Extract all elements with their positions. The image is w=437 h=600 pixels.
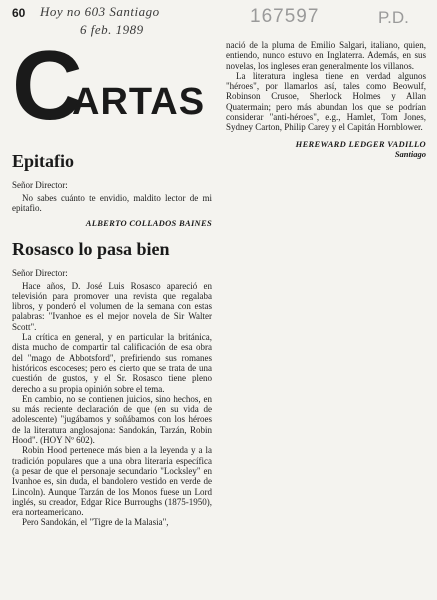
masthead-rest: ARTAS bbox=[72, 81, 206, 123]
masthead-initial: C bbox=[12, 30, 83, 140]
letter2-signature: HEREWARD LEDGER VADILLO bbox=[295, 138, 426, 149]
letter1-salute: Señor Director: bbox=[12, 180, 68, 190]
letter1-signature: ALBERTO COLLADOS BAINES bbox=[85, 217, 212, 228]
letter2-city: Santiago bbox=[394, 148, 426, 159]
letter2-continuation: La literatura inglesa tiene en verdad algunos "héroes", por llamarlos así, tales como Beowulf, Robinson Crusoe, Sherlock Holmes y Allan Quatermain; pero más abundan los que se podrían considerar "anti-héroes", e.g., Hamlet, Tom Jones, Sydney Carton, Philip Carey y el Capitán Hornblower. bbox=[226, 70, 426, 133]
letter2-paragraph: La crítica en general, y en particular la británica, dista mucho de compartir tal calificación de esa obra del "mago de Abbotsford", prefiriendo sus romanes históricos escoceses; pero es cierto que se trata de una cuestión de gustos, y el Sr. Rosasco tiene pleno derecho a su propia opinión sobre el tema. bbox=[12, 332, 212, 394]
letter2-title: Rosasco lo pasa bien bbox=[12, 238, 170, 259]
letter2-salute: Señor Director: bbox=[12, 267, 68, 278]
letter2-paragraph: Robin Hood pertenece más bien a la leyenda y a la tradición populares que a una obra literaria específica (a pesar de que el personaje secundario "Locksley" en Ivanhoe es, sin duda, el bandolero vestido en verde de Lincoln). Aunque Tarzán de los Monos fuese un Lord inglés, su creador, Edgar Rice Burroughs (1875-1950), era norteamericano. bbox=[12, 445, 212, 518]
letter2-paragraph: Hace años, D. José Luis Rosasco apareció en televisión para promover una revista que regalaba libros, y ponderó el volumen de la semana con estas palabras: "Ivanhoe es el mejor novela de Sir Walter Scott". bbox=[12, 280, 212, 332]
page-number: 60 bbox=[12, 6, 26, 20]
letter2-paragraph: Pero Sandokán, el "Tigre de la Malasia", bbox=[22, 517, 169, 528]
left-column bbox=[12, 150, 212, 528]
handwritten-code: 167597 bbox=[250, 6, 320, 27]
letter2-paragraph: En cambio, no se contienen juicios, sino hechos, en su más reciente declaración de que (en su vida de adolescente) "jugábamos y soñábamos con los héroes de la literatura anglosajona: Sandokán, Tarzán, Robin Hood". (HOY Nº 602). bbox=[12, 393, 212, 446]
right-column bbox=[226, 40, 426, 159]
handwritten-date: 6 feb. 1989 bbox=[80, 22, 144, 37]
letter1-title: Epitafio bbox=[12, 151, 75, 171]
letter1-paragraph: No sabes cuánto te envidio, maldito lector de mi epitafio. bbox=[12, 193, 212, 214]
letter2-continuation: nació de la pluma de Emilio Salgari, italiano, quien, entiendo, nunco estuvo en Inglaterra. Además, en sus novelas, los ingleses eran generalmente los villanos. bbox=[226, 40, 426, 71]
section-masthead bbox=[12, 30, 212, 140]
handwritten-initials: P.D. bbox=[378, 8, 409, 27]
handwritten-source: Hoy no 603 Santiago bbox=[40, 4, 160, 19]
